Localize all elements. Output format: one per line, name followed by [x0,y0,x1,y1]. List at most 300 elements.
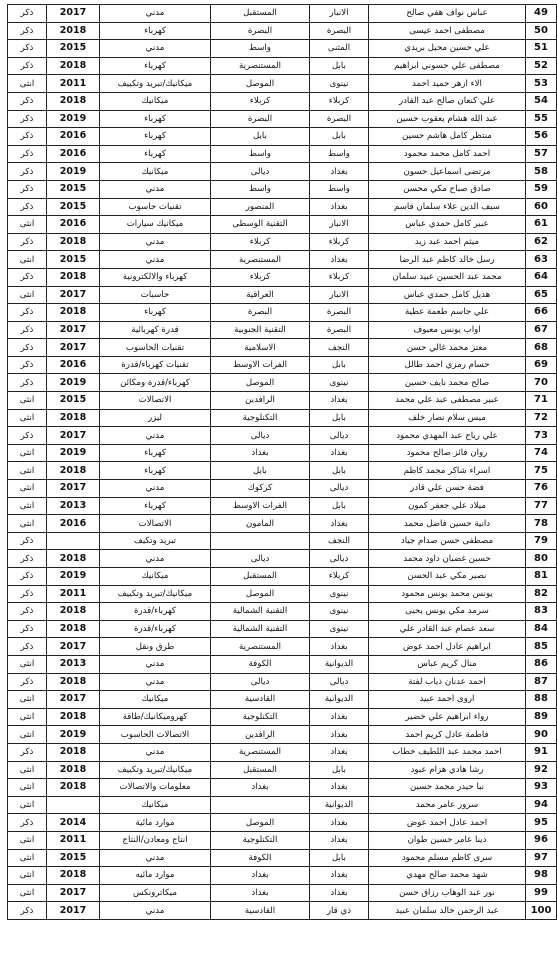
row-number-cell: 80 [526,550,557,568]
row-number-cell: 78 [526,515,557,533]
table-row [8,708,557,726]
graduation-year-cell: 2017 [47,286,100,304]
table-row [8,374,557,392]
specialization-cell: كهرباء والالكترونية [100,268,211,286]
row-number-cell: 76 [526,480,557,498]
row-number-cell: 89 [526,708,557,726]
full-name-cell: اروى احمد عبيد [369,691,526,709]
province-cell: النجف [310,339,369,357]
province-cell: كربلاء [310,268,369,286]
full-name-cell: احمد كامل محمد محمود [369,145,526,163]
row-number-cell: 56 [526,128,557,146]
graduation-year-cell: 2019 [47,726,100,744]
specialization-cell: موارد مائيه [100,867,211,885]
institute-cell: بغداد [211,884,310,902]
full-name-cell: صالح محمد نايف حسين [369,374,526,392]
specialization-cell: كهرباء [100,22,211,40]
full-name-cell: روان فائز صالح محمود [369,444,526,462]
institute-cell: التكنلوجية [211,708,310,726]
province-cell: بغداد [310,251,369,269]
full-name-cell: عبير كامل حمدي عباس [369,216,526,234]
specialization-cell: مدني [100,849,211,867]
table-row [8,902,557,920]
row-number-cell: 90 [526,726,557,744]
specialization-cell: مدني [100,550,211,568]
province-cell: بابل [310,761,369,779]
graduation-year-cell: 2016 [47,145,100,163]
gender-cell: ذكر [8,620,47,638]
province-cell: كربلاء [310,233,369,251]
full-name-cell: ميس سلام نصار خلف [369,409,526,427]
gender-cell: انثى [8,251,47,269]
province-cell: بابل [310,409,369,427]
full-name-cell: رشا هادي هزام عبود [369,761,526,779]
table-row [8,550,557,568]
gender-cell: ذكر [8,743,47,761]
table-row [8,831,557,849]
table-row [8,849,557,867]
gender-cell: ذكر [8,198,47,216]
institute-cell: التقنية الجنوبية [211,321,310,339]
full-name-cell: سرور عامر محمد [369,796,526,814]
province-cell: بابل [310,849,369,867]
table-row [8,427,557,445]
institute-cell: المستقبل [211,761,310,779]
gender-cell: ذكر [8,339,47,357]
row-number-cell: 50 [526,22,557,40]
full-name-cell: ميثم احمد عبد زيد [369,233,526,251]
province-cell: بابل [310,462,369,480]
gender-cell: ذكر [8,374,47,392]
table-row [8,5,557,23]
province-cell: ديالى [310,480,369,498]
gender-cell: ذكر [8,304,47,322]
graduation-year-cell: 2018 [47,708,100,726]
gender-cell: ذكر [8,568,47,586]
gender-cell: ذكر [8,356,47,374]
graduation-year-cell: 2017 [47,638,100,656]
full-name-cell: سرى كاظم مسلم محمود [369,849,526,867]
full-name-cell: الاء ازهر حميد احمد [369,75,526,93]
row-number-cell: 70 [526,374,557,392]
full-name-cell: سرمد مكي يونس يحيى [369,603,526,621]
institute-cell: واسط [211,180,310,198]
table-row [8,726,557,744]
province-cell: بابل [310,57,369,75]
institute-cell: البصرة [211,304,310,322]
row-number-cell: 85 [526,638,557,656]
institute-cell: الرافدين [211,392,310,410]
full-name-cell: احمد محمد عبد اللطيف خطاب [369,743,526,761]
province-cell: بغداد [310,515,369,533]
province-cell: البصرة [310,110,369,128]
specialization-cell: ميكانيك/تبريد وتكييف [100,585,211,603]
full-name-cell: يونس محمد يونس محمود [369,585,526,603]
full-name-cell: شهد محمد صالح مهدي [369,867,526,885]
graduation-year-cell: 2018 [47,92,100,110]
graduation-year-cell: 2017 [47,480,100,498]
institute-cell [211,532,310,550]
institute-cell: بغداد [211,867,310,885]
province-cell: كربلاء [310,92,369,110]
specialization-cell: كهرباء [100,462,211,480]
specialization-cell: مدني [100,480,211,498]
institute-cell: التكنلوجية [211,831,310,849]
institute-cell: بغداد [211,779,310,797]
province-cell: المثنى [310,40,369,58]
full-name-cell: منال كريم عباس [369,655,526,673]
full-name-cell: سعد عصام عبد القادر علي [369,620,526,638]
row-number-cell: 88 [526,691,557,709]
gender-cell: انثى [8,392,47,410]
province-cell: بغداد [310,814,369,832]
full-name-cell: اواب يونس معيوف [369,321,526,339]
institute-cell: كركوك [211,480,310,498]
graduation-year-cell: 2018 [47,603,100,621]
full-name-cell: عباس نواف هفي صالح [369,5,526,23]
gender-cell: انثى [8,497,47,515]
row-number-cell: 57 [526,145,557,163]
full-name-cell: فضة حسن علي قادر [369,480,526,498]
province-cell: الديوانية [310,691,369,709]
row-number-cell: 65 [526,286,557,304]
graduation-year-cell: 2018 [47,304,100,322]
graduation-year-cell: 2019 [47,444,100,462]
graduation-year-cell: 2015 [47,392,100,410]
gender-cell: انثى [8,480,47,498]
institute-cell: البصرة [211,22,310,40]
full-name-cell: نبا حيدر محمد حسين [369,779,526,797]
gender-cell: انثى [8,708,47,726]
province-cell: بغداد [310,884,369,902]
institute-cell: ديالى [211,550,310,568]
institute-cell: المستنصرية [211,251,310,269]
gender-cell: ذكر [8,638,47,656]
graduation-year-cell: 2017 [47,902,100,920]
graduation-year-cell: 2011 [47,585,100,603]
graduation-year-cell: 2015 [47,849,100,867]
graduation-year-cell: 2018 [47,761,100,779]
gender-cell: ذكر [8,814,47,832]
institute-cell: المنصور [211,198,310,216]
row-number-cell: 74 [526,444,557,462]
graduation-year-cell: 2019 [47,110,100,128]
full-name-cell: اسراء شاكر محمد كاظم [369,462,526,480]
table-row [8,796,557,814]
graduation-year-cell: 2018 [47,867,100,885]
specialization-cell: مدني [100,743,211,761]
graduation-year-cell: 2011 [47,75,100,93]
specialization-cell: مدني [100,251,211,269]
full-name-cell: نور عبد الوهاب رزاق حسن [369,884,526,902]
row-number-cell: 75 [526,462,557,480]
institute-cell: الكوفة [211,849,310,867]
row-number-cell: 55 [526,110,557,128]
specialization-cell: مدني [100,655,211,673]
specialization-cell: الاتصالات الحاسوب [100,726,211,744]
full-name-cell: منتظر كامل هاشم حسين [369,128,526,146]
graduation-year-cell: 2017 [47,339,100,357]
specialization-cell: ميكاترونكس [100,884,211,902]
full-name-cell: ابراهيم عادل احمد عوض [369,638,526,656]
specialization-cell: مدني [100,902,211,920]
gender-cell: انثى [8,409,47,427]
institute-cell: التقنية الشمالية [211,603,310,621]
full-name-cell: حسام رمزي احمد طالل [369,356,526,374]
institute-cell: بغداد [211,444,310,462]
row-number-cell: 53 [526,75,557,93]
table-row [8,304,557,322]
row-number-cell: 59 [526,180,557,198]
table-row [8,286,557,304]
specialization-cell: ميكانيك [100,691,211,709]
table-row [8,163,557,181]
table-row [8,655,557,673]
province-cell: بغداد [310,392,369,410]
gender-cell: انثى [8,216,47,234]
full-name-cell: علي حسين محيل بريدي [369,40,526,58]
institute-cell: المستنصرية [211,638,310,656]
full-name-cell: فاطمة عادل كريم احمد [369,726,526,744]
province-cell: بغداد [310,163,369,181]
gender-cell: ذكر [8,550,47,568]
full-name-cell: حسين غضبان داود محمد [369,550,526,568]
table-row [8,392,557,410]
row-number-cell: 91 [526,743,557,761]
gender-cell: انثى [8,286,47,304]
specialization-cell: مدني [100,233,211,251]
specialization-cell: تقنيات كهرباء/قدرة [100,356,211,374]
gender-cell: ذكر [8,92,47,110]
row-number-cell: 98 [526,867,557,885]
gender-cell: ذكر [8,40,47,58]
graduation-year-cell: 2018 [47,22,100,40]
table-row [8,480,557,498]
institute-cell: كربلاء [211,233,310,251]
province-cell: بابل [310,356,369,374]
province-cell: نينوى [310,620,369,638]
province-cell: واسط [310,145,369,163]
province-cell: نينوى [310,75,369,93]
table-row [8,339,557,357]
row-number-cell: 92 [526,761,557,779]
institute-cell: الفرات الاوسط [211,497,310,515]
table-row [8,110,557,128]
row-number-cell: 64 [526,268,557,286]
table-row [8,761,557,779]
full-name-cell: هديل كامل حمدي عباس [369,286,526,304]
table-row [8,673,557,691]
specialization-cell: كهرباء/قدرة [100,603,211,621]
table-row [8,620,557,638]
full-name-cell: علي جاسم طعمة عطية [369,304,526,322]
province-cell: الديوانية [310,796,369,814]
institute-cell: الموصل [211,75,310,93]
institute-cell: ديالى [211,163,310,181]
province-cell: ديالى [310,673,369,691]
graduation-year-cell: 2017 [47,691,100,709]
gender-cell: ذكر [8,532,47,550]
row-number-cell: 86 [526,655,557,673]
table-row [8,568,557,586]
table-row [8,603,557,621]
specialization-cell: كهرباء [100,145,211,163]
specialization-cell: الاتصالات [100,392,211,410]
full-name-cell: احمد عادل احمد عوض [369,814,526,832]
specialization-cell: معلومات والاتصالات [100,779,211,797]
row-number-cell: 100 [526,902,557,920]
specialization-cell: موارد مائية [100,814,211,832]
graduation-year-cell: 2015 [47,40,100,58]
graduation-year-cell: 2015 [47,251,100,269]
full-name-cell: ميلاد علي جعفر كمون [369,497,526,515]
institute-cell: الرافدين [211,726,310,744]
institute-cell: المستقبل [211,568,310,586]
specialization-cell: مدني [100,673,211,691]
row-number-cell: 51 [526,40,557,58]
table-row [8,867,557,885]
gender-cell: ذكر [8,57,47,75]
table-row [8,233,557,251]
row-number-cell: 81 [526,568,557,586]
gender-cell: ذكر [8,110,47,128]
graduation-year-cell: 2018 [47,550,100,568]
gender-cell: انثى [8,831,47,849]
full-name-cell: مصطفى احمد عيسى [369,22,526,40]
full-name-cell: مصطفى علي حسوني ابراهيم [369,57,526,75]
roster-table [7,4,557,920]
full-name-cell: علي كنعان صالح عبد القادر [369,92,526,110]
full-name-cell: رواء ابراهيم علي خضير [369,708,526,726]
table-row [8,268,557,286]
institute-cell: بابل [211,462,310,480]
specialization-cell: كهرباء/قدرة [100,620,211,638]
full-name-cell: احمد عدنان ذياب لفتة [369,673,526,691]
province-cell: ذي قار [310,902,369,920]
institute-cell: المستنصرية [211,57,310,75]
specialization-cell: ليزر [100,409,211,427]
full-name-cell: دينا عامر حسين طوان [369,831,526,849]
province-cell: بغداد [310,708,369,726]
graduation-year-cell: 2018 [47,409,100,427]
row-number-cell: 69 [526,356,557,374]
institute-cell: ديالى [211,427,310,445]
province-cell: الانبار [310,5,369,23]
specialization-cell: ميكانيك سيارات [100,216,211,234]
specialization-cell: ميكانيك/تبريد وتكييف [100,75,211,93]
row-number-cell: 62 [526,233,557,251]
graduation-year-cell [47,796,100,814]
gender-cell: ذكر [8,268,47,286]
table-row [8,638,557,656]
row-number-cell: 99 [526,884,557,902]
row-number-cell: 58 [526,163,557,181]
specialization-cell: كهرباء [100,128,211,146]
province-cell: بغداد [310,779,369,797]
graduation-year-cell: 2013 [47,655,100,673]
specialization-cell: مدني [100,427,211,445]
specialization-cell: قدرة كهربائية [100,321,211,339]
specialization-cell: مدني [100,5,211,23]
graduation-year-cell: 2018 [47,233,100,251]
gender-cell: ذكر [8,585,47,603]
graduation-year-cell: 2018 [47,779,100,797]
specialization-cell: كهرباء [100,497,211,515]
full-name-cell: صادق صباح مكي محسن [369,180,526,198]
graduation-year-cell: 2016 [47,515,100,533]
graduation-year-cell: 2011 [47,831,100,849]
table-row [8,57,557,75]
institute-cell: التقنية الشمالية [211,620,310,638]
province-cell: بابل [310,497,369,515]
row-number-cell: 66 [526,304,557,322]
province-cell: الديوانية [310,655,369,673]
gender-cell: انثى [8,691,47,709]
province-cell: ديالى [310,427,369,445]
graduation-year-cell [47,532,100,550]
roster-table-body [8,5,557,920]
graduation-year-cell: 2018 [47,620,100,638]
row-number-cell: 72 [526,409,557,427]
institute-cell [211,796,310,814]
graduation-year-cell: 2017 [47,427,100,445]
specialization-cell: تقنيات الحاسوب [100,339,211,357]
gender-cell: ذكر [8,603,47,621]
specialization-cell: انتاج ومعادن/النتاج [100,831,211,849]
full-name-cell: مصطفى حسن صدام جياد [369,532,526,550]
graduation-year-cell: 2019 [47,374,100,392]
graduation-year-cell: 2018 [47,743,100,761]
row-number-cell: 71 [526,392,557,410]
province-cell: نينوى [310,374,369,392]
full-name-cell: محمد عبد الحسين عبيد سلمان [369,268,526,286]
province-cell: ديالى [310,550,369,568]
institute-cell: الاسلامية [211,339,310,357]
institute-cell: الفرات الاوسط [211,356,310,374]
row-number-cell: 68 [526,339,557,357]
full-name-cell: سيف الدين علاء سلمان قاسم [369,198,526,216]
specialization-cell: طرق ونقل [100,638,211,656]
institute-cell: كربلاء [211,92,310,110]
province-cell: البصرة [310,304,369,322]
full-name-cell: عبير مصطفى عبد علي محمد [369,392,526,410]
row-number-cell: 95 [526,814,557,832]
full-name-cell: رسل خالد كاظم عبد الرضا [369,251,526,269]
institute-cell: واسط [211,40,310,58]
table-row [8,532,557,550]
graduation-year-cell: 2017 [47,321,100,339]
province-cell: واسط [310,180,369,198]
specialization-cell: كهرباء/قدرة ومكائن [100,374,211,392]
institute-cell: التقنية الوسطى [211,216,310,234]
graduation-year-cell: 2017 [47,5,100,23]
gender-cell: انثى [8,884,47,902]
graduation-year-cell: 2013 [47,497,100,515]
table-row [8,75,557,93]
institute-cell: القادسية [211,691,310,709]
table-row [8,198,557,216]
institute-cell: المستنصرية [211,743,310,761]
table-row [8,128,557,146]
province-cell: بابل [310,128,369,146]
table-row [8,92,557,110]
province-cell: الانبار [310,286,369,304]
institute-cell: التكنلوجية [211,409,310,427]
full-name-cell: عبد الرحمن خالد سلمان عبيد [369,902,526,920]
specialization-cell: ميكانيك/تبريد وتكييف [100,761,211,779]
specialization-cell: حاسبات [100,286,211,304]
graduation-year-cell: 2015 [47,198,100,216]
